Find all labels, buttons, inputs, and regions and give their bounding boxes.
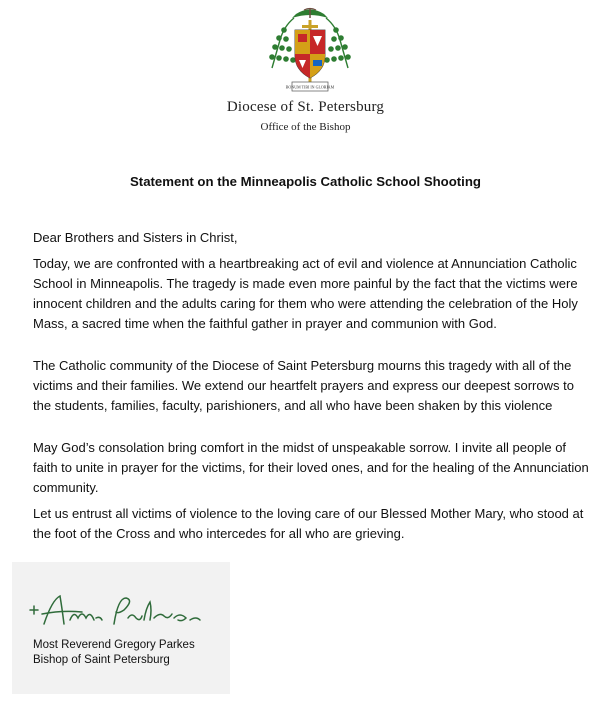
signer-name: Most Reverend Gregory Parkes <box>33 639 195 651</box>
handwritten-signature <box>22 590 212 632</box>
paragraph: May God’s consolation bring comfort in the midst of unspeakable sorrow. I invite all people of faith to unite in prayer for the victims, for their loved ones, and for the healing of the Annunciation community. <box>33 440 589 495</box>
diocese-name: Diocese of St. Petersburg <box>226 99 385 115</box>
coat-of-arms-logo <box>262 6 358 96</box>
greeting: Dear Brothers and Sisters in Christ, <box>33 230 238 245</box>
signer-role: Bishop of Saint Petersburg <box>33 654 170 666</box>
signer-block <box>33 638 195 668</box>
paragraph: Today, we are confronted with a heartbreaking act of evil and violence at Annunciation Catholic School in Minneapolis. The tragedy is made even more painful by the fact that the victims were innocent children and the adults caring for them who were attending the celebration of the Holy Mass, a sacred time when the faithful gather in prayer and communion with God. <box>33 256 578 331</box>
motto-text: BONUM TIBI IN GLORIAM <box>285 84 335 90</box>
statement-title: Statement on the Minneapolis Catholic School Shooting <box>130 174 481 189</box>
paragraph: The Catholic community of the Diocese of Saint Petersburg mourns this tragedy with all of the victims and their families. We extend our heartfelt prayers and express our deepest sorrows to the students, families, faculty, parishioners, and all who have been shaken by this violence <box>33 358 574 413</box>
paragraph: Let us entrust all victims of violence to the loving care of our Blessed Mother Mary, who stood at the foot of the Cross and who intercedes for all who are grieving. <box>33 506 584 541</box>
office-name: Office of the Bishop <box>260 121 351 133</box>
